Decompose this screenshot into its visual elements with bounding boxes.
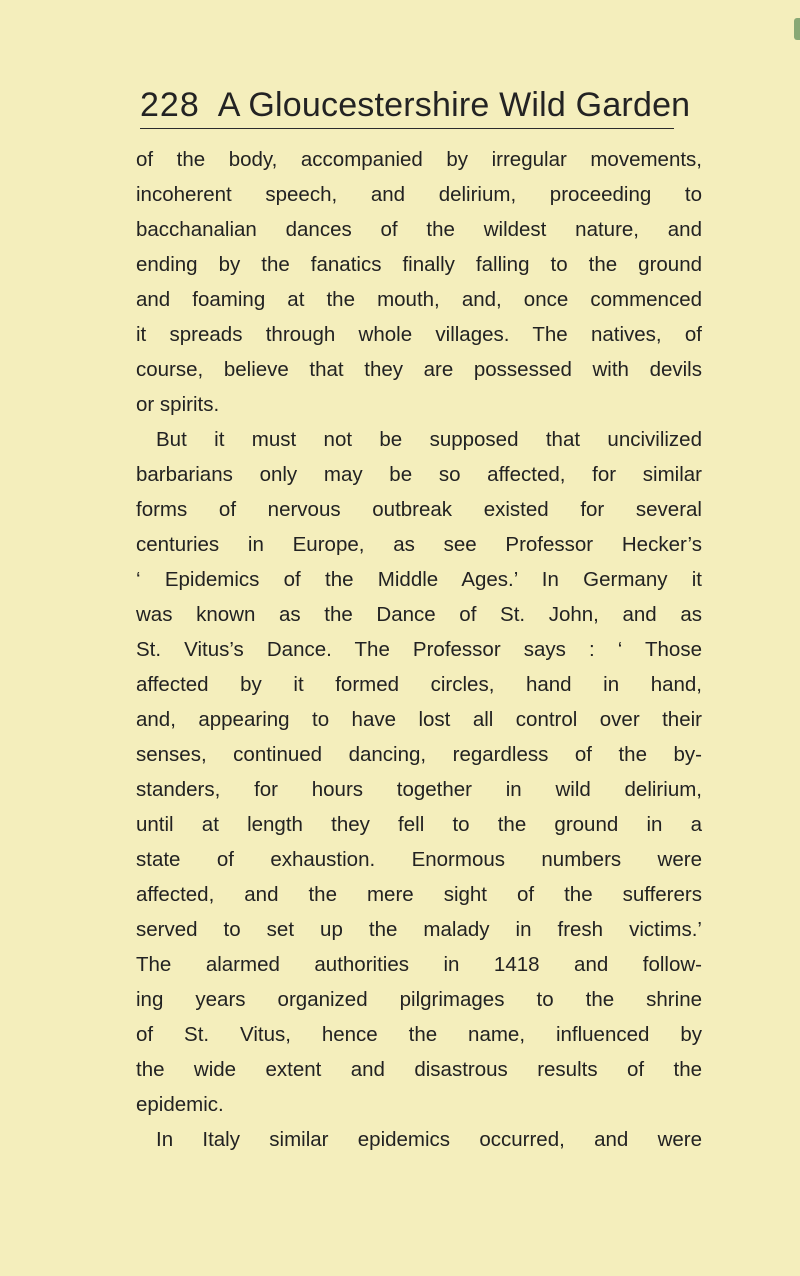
page-number: 228 bbox=[140, 86, 200, 124]
text-line: the wide extent and disastrous results of the bbox=[136, 1058, 702, 1081]
text-line: and, appearing to have lost all control over their bbox=[136, 708, 702, 731]
text-line: standers, for hours together in wild delirium, bbox=[136, 778, 702, 801]
text-line: of the body, accompanied by irregular movements, bbox=[136, 148, 702, 171]
page-edge-tab bbox=[794, 18, 800, 40]
text-line: and foaming at the mouth, and, once commenced bbox=[136, 288, 702, 311]
text-line: The alarmed authorities in 1418 and follow- bbox=[136, 953, 702, 976]
text-line: forms of nervous outbreak existed for several bbox=[136, 498, 702, 521]
text-line: ‘ Epidemics of the Middle Ages.’ In Germany it bbox=[136, 568, 702, 591]
text-line: affected, and the mere sight of the sufferers bbox=[136, 883, 702, 906]
text-line: centuries in Europe, as see Professor Hecker’s bbox=[136, 533, 702, 556]
text-line: senses, continued dancing, regardless of the by- bbox=[136, 743, 702, 766]
text-line: of St. Vitus, hence the name, influenced by bbox=[136, 1023, 702, 1046]
text-line: affected by it formed circles, hand in hand, bbox=[136, 673, 702, 696]
text-line: St. Vitus’s Dance. The Professor says : ‘ Those bbox=[136, 638, 702, 661]
text-line: incoherent speech, and delirium, proceeding to bbox=[136, 183, 702, 206]
text-line: ending by the fanatics finally falling to the ground bbox=[136, 253, 702, 276]
text-line: until at length they fell to the ground in a bbox=[136, 813, 702, 836]
text-line: In Italy similar epidemics occurred, and were bbox=[156, 1128, 702, 1151]
text-line: ing years organized pilgrimages to the shrine bbox=[136, 988, 702, 1011]
text-line: it spreads through whole villages. The natives, of bbox=[136, 323, 702, 346]
running-head bbox=[140, 86, 691, 125]
text-line: bacchanalian dances of the wildest nature, and bbox=[136, 218, 702, 241]
text-line: barbarians only may be so affected, for similar bbox=[136, 463, 702, 486]
text-line: epidemic. bbox=[136, 1093, 224, 1116]
text-line: or spirits. bbox=[136, 393, 220, 416]
running-title: A Gloucestershire Wild Garden bbox=[217, 86, 691, 124]
text-line: served to set up the malady in fresh victims.’ bbox=[136, 918, 702, 941]
text-line: But it must not be supposed that uncivilized bbox=[156, 428, 702, 451]
text-line: course, believe that they are possessed with devils bbox=[136, 358, 702, 381]
text-line: was known as the Dance of St. John, and as bbox=[136, 603, 702, 626]
body-text bbox=[136, 142, 702, 1157]
header-rule bbox=[140, 128, 674, 129]
text-line: state of exhaustion. Enormous numbers were bbox=[136, 848, 702, 871]
